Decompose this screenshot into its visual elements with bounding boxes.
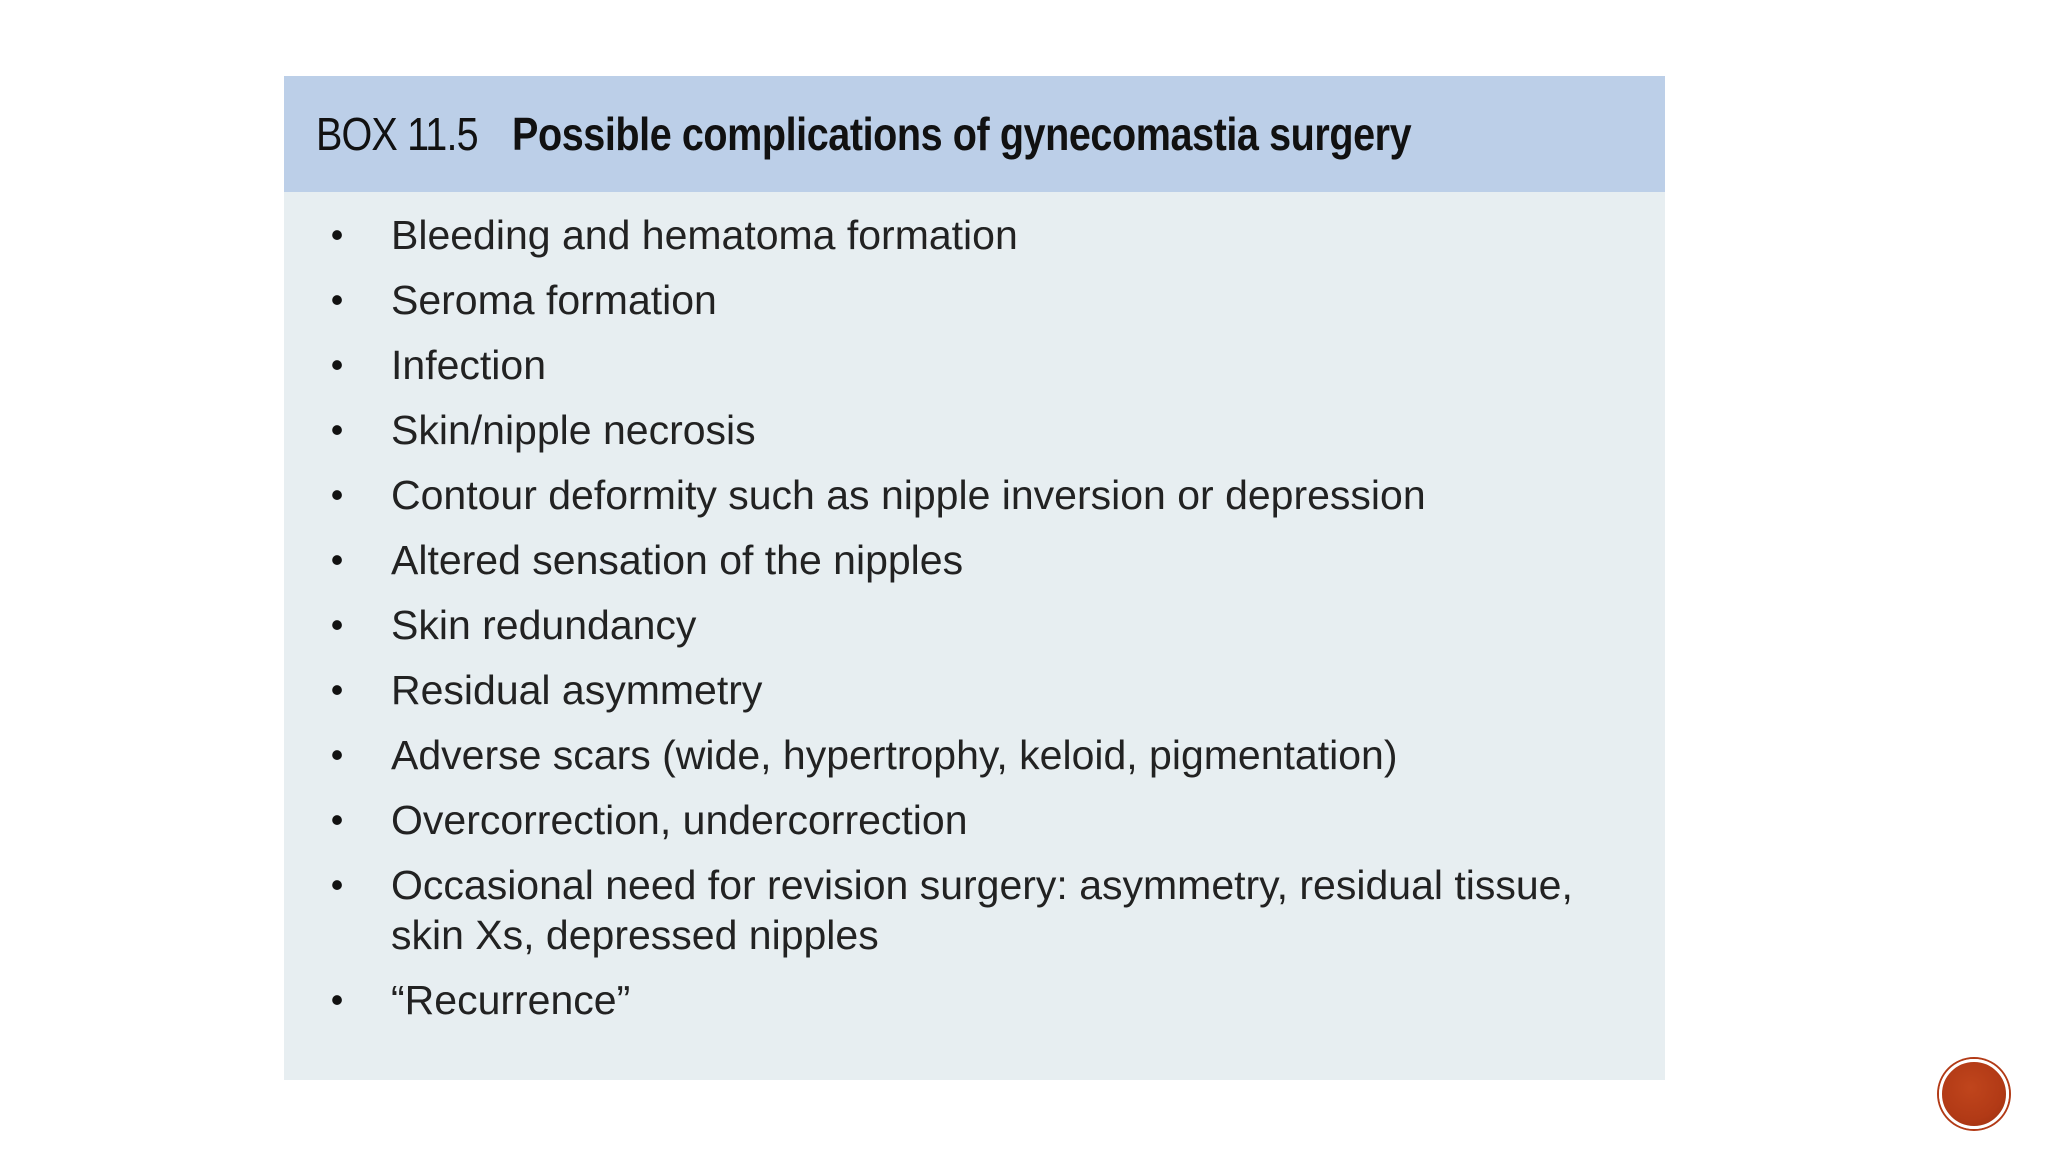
bullet-icon: • xyxy=(330,864,344,905)
complications-box xyxy=(284,76,1665,1080)
list-item xyxy=(284,275,1665,325)
bullet-icon: • xyxy=(330,214,344,255)
list-item xyxy=(284,665,1665,715)
bullet-icon: • xyxy=(330,604,344,645)
box-header xyxy=(284,76,1665,192)
list-item-text: Skin/nipple necrosis xyxy=(391,407,756,453)
box-label: BOX 11.5 xyxy=(316,108,478,160)
bullet-icon: • xyxy=(330,669,344,710)
bullet-icon: • xyxy=(330,799,344,840)
bullet-icon: • xyxy=(330,979,344,1020)
bullet-icon: • xyxy=(330,539,344,580)
list-item-text: Skin redundancy xyxy=(391,602,697,648)
circle-nav-icon[interactable] xyxy=(1939,1059,2009,1129)
list-item-text: Altered sensation of the nipples xyxy=(391,537,964,583)
bullet-icon: • xyxy=(330,734,344,775)
list-item-text: Residual asymmetry xyxy=(391,667,763,713)
list-item-text: Adverse scars (wide, hypertrophy, keloid, pigmentation) xyxy=(391,732,1398,778)
box-title: Possible complications of gynecomastia surgery xyxy=(512,108,1412,160)
list-item-text: Infection xyxy=(391,342,546,388)
list-item-text: Overcorrection, undercorrection xyxy=(391,797,968,843)
list-item-text: Seroma formation xyxy=(391,277,717,323)
list-item xyxy=(284,470,1665,520)
bullet-icon: • xyxy=(330,474,344,515)
list-item-text: Occasional need for revision surgery: asymmetry, residual tissue, skin Xs, depressed nipples xyxy=(391,862,1573,958)
list-item xyxy=(284,600,1665,650)
bullet-icon: • xyxy=(330,279,344,320)
list-item xyxy=(284,210,1665,260)
list-item xyxy=(284,795,1665,845)
list-item xyxy=(284,730,1665,780)
bullet-icon: • xyxy=(330,409,344,450)
list-item xyxy=(284,860,1665,960)
list-item-text: “Recurrence” xyxy=(391,977,631,1023)
list-item-text: Contour deformity such as nipple inversion or depression xyxy=(391,472,1426,518)
bullet-icon: • xyxy=(330,344,344,385)
list-item xyxy=(284,535,1665,585)
list-item xyxy=(284,340,1665,390)
complications-list xyxy=(284,210,1665,1040)
list-item xyxy=(284,975,1665,1025)
list-item-text: Bleeding and hematoma formation xyxy=(391,212,1018,258)
list-item xyxy=(284,405,1665,455)
